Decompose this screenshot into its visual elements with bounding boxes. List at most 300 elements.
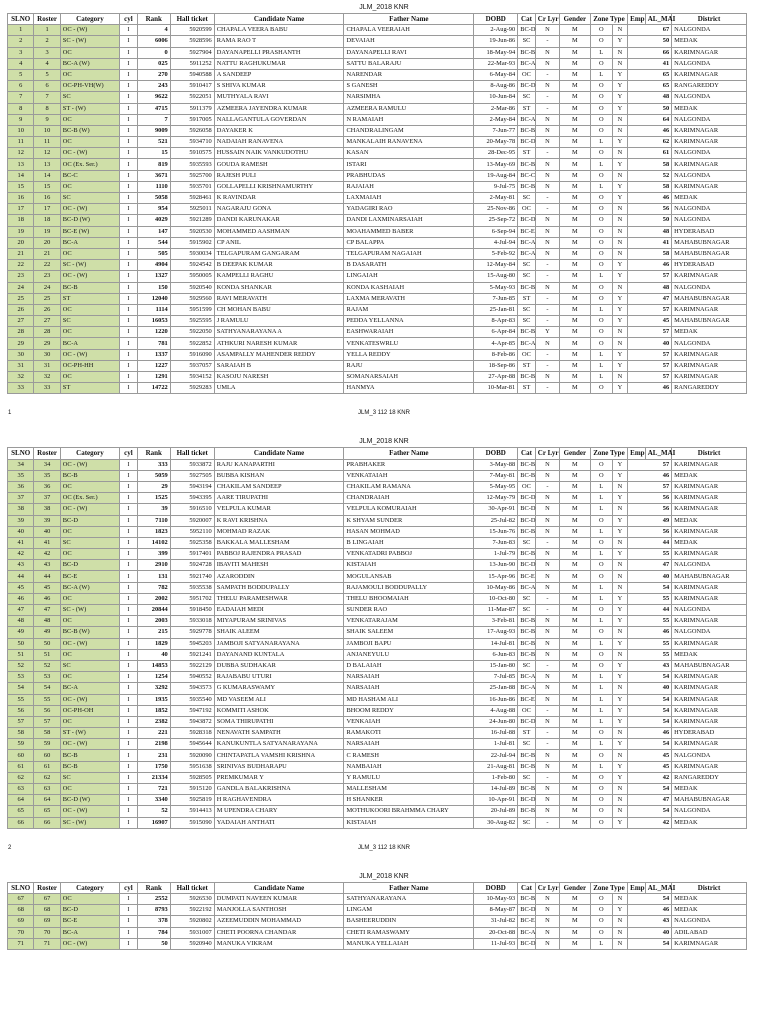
cell-gender: M xyxy=(559,148,590,159)
cell-crlyr: N xyxy=(535,927,559,938)
footer-title: JLM_3 112 18 KNR xyxy=(358,410,410,417)
cell-gender: M xyxy=(559,103,590,114)
cell-hall: 5943872 xyxy=(170,716,214,727)
cell-cat: BC-B xyxy=(518,750,536,761)
cell-gender: M xyxy=(559,215,590,226)
cell-cyl: I xyxy=(120,660,138,671)
cell-roster: 58 xyxy=(34,728,60,739)
cell-category: BC-C xyxy=(60,170,119,181)
cell-hall: 5925011 xyxy=(170,204,214,215)
cell-emp: 46 xyxy=(628,383,672,394)
cell-slno: 40 xyxy=(8,526,34,537)
cell-dobd: 18-May-94 xyxy=(474,47,518,58)
cell-crlyr: N xyxy=(535,81,559,92)
cell-cat: ST xyxy=(518,728,536,739)
cell-cand: EADAIAH MEDI xyxy=(214,605,344,616)
cell-cat: BC-A xyxy=(518,237,536,248)
cell-zone2: Y xyxy=(612,605,627,616)
cell-zone: O xyxy=(590,916,612,927)
cell-father: MANKALAIH RANAVENA xyxy=(344,137,474,148)
cell-cand: BAKKALA MALLESHAM xyxy=(214,537,344,548)
cell-hall: 5922129 xyxy=(170,660,214,671)
cell-rank: 1525 xyxy=(137,493,170,504)
cell-emp: 43 xyxy=(628,916,672,927)
cell-roster: 33 xyxy=(34,383,60,394)
table-header-row xyxy=(8,14,747,25)
cell-slno: 35 xyxy=(8,470,34,481)
cell-cand: A SANDEEP xyxy=(214,69,344,80)
cell-gender: M xyxy=(559,593,590,604)
cell-father: VENKATADRI PABBOJ xyxy=(344,549,474,560)
cell-zone2: Y xyxy=(612,260,627,271)
cell-category: SC - (W) xyxy=(60,260,119,271)
cell-father: TELGAPURAM NAGAIAH xyxy=(344,248,474,259)
cell-district: KARIMNAGAR xyxy=(672,761,747,772)
cell-zone: O xyxy=(590,515,612,526)
cell-district: MEDAK xyxy=(672,193,747,204)
cell-hall: 5926058 xyxy=(170,125,214,136)
cell-category: OC - (W) xyxy=(60,694,119,705)
cell-district: HYDERABAD xyxy=(672,226,747,237)
table-row xyxy=(8,806,747,817)
cell-dobd: 25-Jan-81 xyxy=(474,304,518,315)
cell-category: BC-E xyxy=(60,916,119,927)
cell-zone2: N xyxy=(612,806,627,817)
cell-hall: 5928461 xyxy=(170,193,214,204)
cell-father: AZMEERA RAMULU xyxy=(344,103,474,114)
cell-cyl: I xyxy=(120,672,138,683)
cell-district: KARIMNAGAR xyxy=(672,616,747,627)
table-row xyxy=(8,694,747,705)
column-header-zone: Zone Type xyxy=(590,448,627,459)
cell-cand: MANJOLLA SANTHOSH xyxy=(214,905,344,916)
cell-crlyr: N xyxy=(535,627,559,638)
cell-zone2: Y xyxy=(612,593,627,604)
cell-emp: 54 xyxy=(628,705,672,716)
cell-hall: 5931007 xyxy=(170,927,214,938)
table-row xyxy=(8,215,747,226)
cell-district: KARIMNAGAR xyxy=(672,181,747,192)
table-row xyxy=(8,237,747,248)
table-row xyxy=(8,372,747,383)
cell-emp: 46 xyxy=(628,193,672,204)
cell-crlyr: N xyxy=(535,215,559,226)
cell-zone2: Y xyxy=(612,817,627,828)
cell-father: NARENDAR xyxy=(344,69,474,80)
cell-rank: 781 xyxy=(137,338,170,349)
cell-father: BASHEERUDDIN xyxy=(344,916,474,927)
cell-rank: 2002 xyxy=(137,593,170,604)
cell-category: OC-PH-HH xyxy=(60,360,119,371)
cell-roster: 63 xyxy=(34,784,60,795)
cell-father: DEVAIAH xyxy=(344,36,474,47)
cell-father: VENKATESWRLU xyxy=(344,338,474,349)
cell-dobd: 20-Jul-89 xyxy=(474,806,518,817)
cell-emp: 40 xyxy=(628,571,672,582)
cell-cand: AZMEERA JAYENDRA KUMAR xyxy=(214,103,344,114)
cell-zone2: N xyxy=(612,47,627,58)
cell-crlyr: N xyxy=(535,672,559,683)
cell-crlyr: - xyxy=(535,148,559,159)
cell-hall: 5934710 xyxy=(170,137,214,148)
cell-gender: M xyxy=(559,316,590,327)
cell-zone: L xyxy=(590,271,612,282)
cell-category: BC-E (W) xyxy=(60,226,119,237)
table-row xyxy=(8,114,747,125)
cell-category: OC xyxy=(60,526,119,537)
cell-gender: M xyxy=(559,504,590,515)
cell-category: OC xyxy=(60,672,119,683)
cell-hall: 5922192 xyxy=(170,905,214,916)
cell-cat: OC xyxy=(518,69,536,80)
cell-crlyr: N xyxy=(535,638,559,649)
cell-father: KISTAIAH xyxy=(344,560,474,571)
cell-cyl: I xyxy=(120,806,138,817)
cell-roster: 62 xyxy=(34,772,60,783)
cell-gender: M xyxy=(559,338,590,349)
cell-father: KASAN xyxy=(344,148,474,159)
cell-father: MANUKA YELLAIAH xyxy=(344,938,474,949)
cell-rank: 5059 xyxy=(137,470,170,481)
cell-dobd: 7-Jul-85 xyxy=(474,672,518,683)
cell-dobd: 3-Feb-81 xyxy=(474,616,518,627)
cell-slno: 33 xyxy=(8,383,34,394)
cell-cat: SC xyxy=(518,92,536,103)
cell-cyl: I xyxy=(120,360,138,371)
cell-cyl: I xyxy=(120,761,138,772)
table-row xyxy=(8,683,747,694)
column-header-cyl: cyl xyxy=(120,14,138,25)
cell-slno: 65 xyxy=(8,806,34,817)
cell-cyl: I xyxy=(120,125,138,136)
cell-father: RAJU xyxy=(344,360,474,371)
cell-roster: 55 xyxy=(34,694,60,705)
cell-gender: M xyxy=(559,549,590,560)
cell-crlyr: N xyxy=(535,25,559,36)
cell-cand: CP ANIL xyxy=(214,237,344,248)
cell-dobd: 31-Jul-82 xyxy=(474,916,518,927)
cell-zone: O xyxy=(590,605,612,616)
cell-cat: BC-E xyxy=(518,226,536,237)
cell-roster: 28 xyxy=(34,327,60,338)
cell-hall: 5921241 xyxy=(170,649,214,660)
cell-hall: 5943573 xyxy=(170,683,214,694)
cell-rank: 12040 xyxy=(137,293,170,304)
cell-father: RAMAKOTI xyxy=(344,728,474,739)
column-header-almai: AL_MAI xyxy=(645,448,671,459)
cell-slno: 6 xyxy=(8,81,34,92)
cell-gender: M xyxy=(559,383,590,394)
cell-father: ISTARI xyxy=(344,159,474,170)
cell-zone: O xyxy=(590,260,612,271)
cell-zone: L xyxy=(590,616,612,627)
cell-district: KARIMNAGAR xyxy=(672,716,747,727)
table-row xyxy=(8,81,747,92)
cell-category: BC-A (W) xyxy=(60,58,119,69)
cell-cyl: I xyxy=(120,627,138,638)
table-row xyxy=(8,226,747,237)
cell-cand: GOUDA RAMESH xyxy=(214,159,344,170)
cell-dobd: 16-Jun-86 xyxy=(474,694,518,705)
cell-zone2: N xyxy=(612,571,627,582)
cell-cyl: I xyxy=(120,905,138,916)
cell-rank: 819 xyxy=(137,159,170,170)
cell-zone2: Y xyxy=(612,493,627,504)
cell-emp: 55 xyxy=(628,549,672,560)
cell-father: CHAPALA VEERAIAH xyxy=(344,25,474,36)
cell-crlyr: N xyxy=(535,560,559,571)
cell-rank: 399 xyxy=(137,549,170,560)
table-row xyxy=(8,304,747,315)
cell-roster: 17 xyxy=(34,204,60,215)
cell-father: THELU BHOOMAIAH xyxy=(344,593,474,604)
cell-category: OC xyxy=(60,893,119,904)
cell-zone: L xyxy=(590,705,612,716)
cell-zone: O xyxy=(590,459,612,470)
cell-zone2: N xyxy=(612,114,627,125)
column-header-district: District xyxy=(672,448,747,459)
cell-zone: L xyxy=(590,137,612,148)
cell-zone: O xyxy=(590,806,612,817)
cell-cyl: I xyxy=(120,616,138,627)
cell-zone: L xyxy=(590,181,612,192)
cell-slno: 23 xyxy=(8,271,34,282)
cell-category: OC xyxy=(60,372,119,383)
cell-roster: 3 xyxy=(34,47,60,58)
table-row xyxy=(8,159,747,170)
cell-gender: M xyxy=(559,293,590,304)
table-header-row xyxy=(8,882,747,893)
cell-slno: 61 xyxy=(8,761,34,772)
cell-zone: O xyxy=(590,237,612,248)
column-header-cyl: cyl xyxy=(120,448,138,459)
cell-zone: O xyxy=(590,226,612,237)
cell-slno: 38 xyxy=(8,504,34,515)
cell-cyl: I xyxy=(120,893,138,904)
cell-category: OC (Ex. Ser.) xyxy=(60,493,119,504)
cell-emp: 47 xyxy=(628,795,672,806)
cell-category: OC xyxy=(60,716,119,727)
cell-zone2: Y xyxy=(612,672,627,683)
cell-cat: BC-B xyxy=(518,159,536,170)
table-row xyxy=(8,470,747,481)
column-header-roster: Roster xyxy=(34,882,60,893)
cell-father: PEDDA YELLANNA xyxy=(344,316,474,327)
cell-roster: 49 xyxy=(34,627,60,638)
cell-district: MAHABUBNAGAR xyxy=(672,248,747,259)
cell-zone: O xyxy=(590,560,612,571)
cell-cat: SC xyxy=(518,739,536,750)
cell-zone: L xyxy=(590,304,612,315)
cell-roster: 71 xyxy=(34,938,60,949)
table-row xyxy=(8,817,747,828)
cell-district: MEDAK xyxy=(672,470,747,481)
cell-category: OC - (W) xyxy=(60,204,119,215)
column-header-zone: Zone Type xyxy=(590,882,627,893)
cell-cyl: I xyxy=(120,549,138,560)
cell-rank: 025 xyxy=(137,58,170,69)
cell-dobd: 14-Jul-81 xyxy=(474,638,518,649)
cell-roster: 59 xyxy=(34,739,60,750)
cell-category: SC - (W) xyxy=(60,36,119,47)
cell-zone: O xyxy=(590,125,612,136)
cell-slno: 62 xyxy=(8,772,34,783)
cell-category: OC xyxy=(60,616,119,627)
cell-zone2: Y xyxy=(612,193,627,204)
cell-zone2: N xyxy=(612,125,627,136)
cell-emp: 46 xyxy=(628,905,672,916)
cell-district: KARIMNAGAR xyxy=(672,271,747,282)
cell-rank: 3671 xyxy=(137,170,170,181)
cell-district: NALGONDA xyxy=(672,282,747,293)
cell-slno: 12 xyxy=(8,148,34,159)
cell-zone2: N xyxy=(612,237,627,248)
cell-father: KISTAIAH xyxy=(344,817,474,828)
cell-cyl: I xyxy=(120,739,138,750)
cell-rank: 1829 xyxy=(137,638,170,649)
cell-category: SC xyxy=(60,92,119,103)
cell-cat: BC-D xyxy=(518,938,536,949)
column-header-almai: AL_MAI xyxy=(645,882,671,893)
cell-cat: BC-B xyxy=(518,616,536,627)
cell-rank: 4 xyxy=(137,25,170,36)
cell-slno: 54 xyxy=(8,683,34,694)
table-row xyxy=(8,459,747,470)
table-row xyxy=(8,638,747,649)
cell-roster: 65 xyxy=(34,806,60,817)
cell-hall: 5943194 xyxy=(170,481,214,492)
column-header-crlyr: Cr Lyr xyxy=(535,14,559,25)
cell-cat: BC-A xyxy=(518,683,536,694)
cell-hall: 5910575 xyxy=(170,148,214,159)
column-header-gender: Gender xyxy=(559,14,590,25)
cell-slno: 2 xyxy=(8,36,34,47)
cell-zone2: N xyxy=(612,481,627,492)
cell-father: ANJANEYULU xyxy=(344,649,474,660)
cell-father: LINGAIAH xyxy=(344,271,474,282)
column-header-category: Category xyxy=(60,448,119,459)
cell-slno: 63 xyxy=(8,784,34,795)
cell-roster: 27 xyxy=(34,316,60,327)
cell-gender: M xyxy=(559,248,590,259)
cell-hall: 5929560 xyxy=(170,293,214,304)
cell-gender: M xyxy=(559,282,590,293)
column-header-zone: Zone Type xyxy=(590,14,627,25)
cell-cyl: I xyxy=(120,683,138,694)
cell-cand: DAYANAPELLI PRASHANTH xyxy=(214,47,344,58)
cell-emp: 54 xyxy=(628,694,672,705)
cell-rank: 1852 xyxy=(137,705,170,716)
cell-rank: 1227 xyxy=(137,360,170,371)
cell-category: OC - (W) xyxy=(60,459,119,470)
cell-emp: 57 xyxy=(628,459,672,470)
cell-cand: BUBBA KISHAN xyxy=(214,470,344,481)
column-header-father: Father Name xyxy=(344,882,474,893)
cell-category: OC xyxy=(60,137,119,148)
cell-gender: M xyxy=(559,938,590,949)
cell-zone: L xyxy=(590,372,612,383)
cell-slno: 16 xyxy=(8,193,34,204)
cell-cand: SARAIAH B xyxy=(214,360,344,371)
cell-cand: NENAVATH SAMPATH xyxy=(214,728,344,739)
cell-category: OC xyxy=(60,248,119,259)
candidate-table xyxy=(7,882,747,950)
cell-gender: M xyxy=(559,772,590,783)
cell-roster: 10 xyxy=(34,125,60,136)
cell-father: NARSAIAH xyxy=(344,683,474,694)
cell-zone2: Y xyxy=(612,293,627,304)
cell-cyl: I xyxy=(120,237,138,248)
cell-cyl: I xyxy=(120,159,138,170)
cell-gender: M xyxy=(559,515,590,526)
table-row xyxy=(8,170,747,181)
cell-district: MAHABUBNAGAR xyxy=(672,316,747,327)
cell-zone2: Y xyxy=(612,36,627,47)
cell-crlyr: N xyxy=(535,616,559,627)
cell-hall: 5925595 xyxy=(170,316,214,327)
column-header-rank: Rank xyxy=(137,448,170,459)
cell-zone2: Y xyxy=(612,694,627,705)
cell-zone: L xyxy=(590,349,612,360)
cell-rank: 243 xyxy=(137,81,170,92)
cell-gender: M xyxy=(559,817,590,828)
cell-father: C RAMESH xyxy=(344,750,474,761)
cell-rank: 9009 xyxy=(137,125,170,136)
cell-crlyr: - xyxy=(535,728,559,739)
cell-zone: O xyxy=(590,58,612,69)
cell-cand: MANUKA VIKRAM xyxy=(214,938,344,949)
cell-dobd: 21-Aug-81 xyxy=(474,761,518,772)
cell-cat: BC-D xyxy=(518,137,536,148)
cell-cat: BC-A xyxy=(518,114,536,125)
cell-father: SATTU BALARAJU xyxy=(344,58,474,69)
cell-cat: BC-A xyxy=(518,927,536,938)
cell-hall: 5927505 xyxy=(170,470,214,481)
cell-rank: 1110 xyxy=(137,181,170,192)
cell-hall: 5927904 xyxy=(170,47,214,58)
cell-gender: M xyxy=(559,672,590,683)
cell-roster: 1 xyxy=(34,25,60,36)
cell-slno: 21 xyxy=(8,248,34,259)
cell-zone2: Y xyxy=(612,739,627,750)
cell-emp: 46 xyxy=(628,125,672,136)
cell-gender: M xyxy=(559,728,590,739)
cell-emp: 50 xyxy=(628,36,672,47)
cell-gender: M xyxy=(559,795,590,806)
cell-emp: 56 xyxy=(628,493,672,504)
cell-zone: O xyxy=(590,92,612,103)
cell-zone: O xyxy=(590,316,612,327)
cell-roster: 48 xyxy=(34,616,60,627)
cell-crlyr: - xyxy=(535,349,559,360)
cell-crlyr: N xyxy=(535,170,559,181)
cell-hall: 5934152 xyxy=(170,372,214,383)
cell-crlyr: N xyxy=(535,248,559,259)
cell-gender: M xyxy=(559,58,590,69)
cell-district: KARIMNAGAR xyxy=(672,159,747,170)
column-header-cand: Candidate Name xyxy=(214,14,344,25)
cell-cat: BC-B xyxy=(518,181,536,192)
cell-emp: 57 xyxy=(628,304,672,315)
cell-cat: BC-B xyxy=(518,125,536,136)
cell-cat: SC xyxy=(518,36,536,47)
cell-cand: MOHMAD RAZAK xyxy=(214,526,344,537)
cell-cand: RAMA RAO T xyxy=(214,36,344,47)
cell-category: OC xyxy=(60,47,119,58)
cell-rank: 15 xyxy=(137,148,170,159)
cell-cand: MUTHYALA RAVI xyxy=(214,92,344,103)
cell-roster: 19 xyxy=(34,226,60,237)
